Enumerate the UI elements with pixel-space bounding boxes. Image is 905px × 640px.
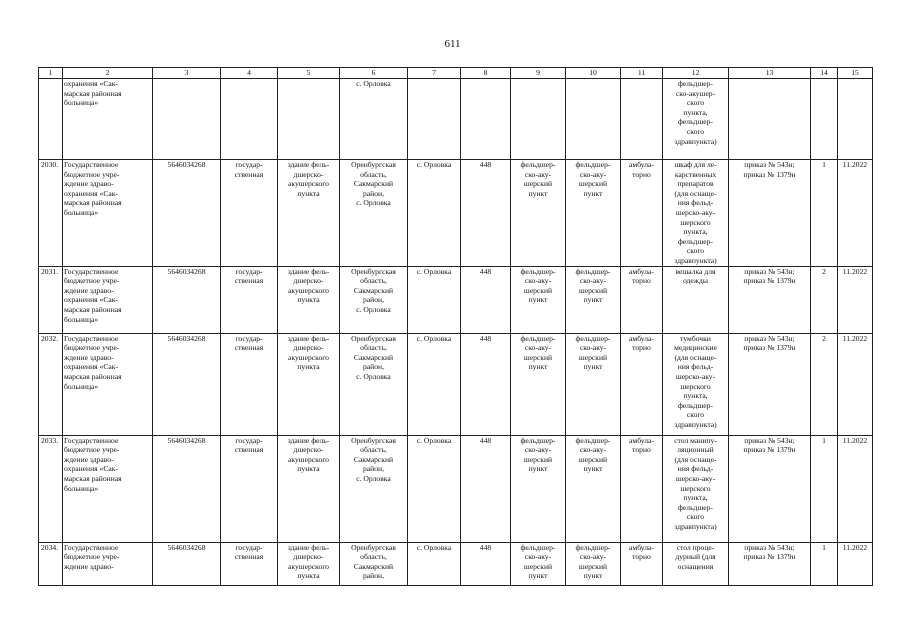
registry-body	[39, 79, 873, 586]
order-reference: приказ № 543н; приказ № 1379н	[729, 333, 811, 435]
settlement	[408, 79, 461, 160]
order-reference	[729, 79, 811, 160]
column-header: 10	[566, 68, 621, 79]
unit	[511, 79, 566, 160]
equipment-item: фельдшер- ско-акушер- ского пункта, фельдшер- ского здравпункта)	[663, 79, 729, 160]
date: 11.2022	[838, 333, 873, 435]
building	[278, 79, 340, 160]
column-header: 1	[39, 68, 63, 79]
address: Оренбургская область, Сакмарский район, с. Орловка	[340, 160, 408, 267]
inn: 5646034268	[153, 435, 221, 542]
column-header: 15	[838, 68, 873, 79]
row-number: 2030.	[39, 160, 63, 267]
table-row	[39, 333, 873, 435]
address: Оренбургская область, Сакмарский район, с. Орловка	[340, 266, 408, 333]
date: 11.2022	[838, 266, 873, 333]
care-condition: амбула- торно	[621, 435, 663, 542]
column-header: 11	[621, 68, 663, 79]
ownership-type: государ- ственная	[221, 266, 278, 333]
organization-name: охранения «Сак- марская районная больница»	[63, 79, 153, 160]
column-header: 8	[461, 68, 511, 79]
ownership-type: государ- ственная	[221, 333, 278, 435]
table-row	[39, 79, 873, 160]
column-header: 6	[340, 68, 408, 79]
quantity: 2	[811, 333, 838, 435]
unit: фельдшер- ско-аку- шерский пункт	[511, 435, 566, 542]
ownership-type: государ- ственная	[221, 542, 278, 585]
building: здание фель- дшерско- акушерского пункта	[278, 266, 340, 333]
organization-name: Государственное бюджетное учре- ждение здраво- охранения «Сак- марская районная больница»	[63, 160, 153, 267]
table-row	[39, 542, 873, 585]
order-reference: приказ № 543н; приказ № 1379н	[729, 160, 811, 267]
care-condition: амбула- торно	[621, 266, 663, 333]
subunit: фельдшер- ско-аку- шерский пункт	[566, 266, 621, 333]
settlement: с. Орловка	[408, 333, 461, 435]
code: 448	[461, 542, 511, 585]
column-header: 12	[663, 68, 729, 79]
row-number: 2033.	[39, 435, 63, 542]
column-header: 13	[729, 68, 811, 79]
settlement: с. Орловка	[408, 160, 461, 267]
row-number: 2031.	[39, 266, 63, 333]
row-number: 2032.	[39, 333, 63, 435]
code: 448	[461, 333, 511, 435]
column-header: 14	[811, 68, 838, 79]
quantity	[811, 79, 838, 160]
code	[461, 79, 511, 160]
date: 11.2022	[838, 542, 873, 585]
equipment-item: стол манипу- ляционный (для оснаще- ния фельд- шерско-аку- шерского пункта, фельдшер- ского здравпункта)	[663, 435, 729, 542]
row-number	[39, 79, 63, 160]
date: 11.2022	[838, 160, 873, 267]
unit: фельдшер- ско-аку- шерский пункт	[511, 160, 566, 267]
column-header: 2	[63, 68, 153, 79]
quantity: 1	[811, 542, 838, 585]
row-number: 2034.	[39, 542, 63, 585]
ownership-type: государ- ственная	[221, 435, 278, 542]
address: Оренбургская область, Сакмарский район,	[340, 542, 408, 585]
care-condition: амбула- торно	[621, 333, 663, 435]
building: здание фель- дшерско- акушерского пункта	[278, 542, 340, 585]
address: Оренбургская область, Сакмарский район, с. Орловка	[340, 435, 408, 542]
equipment-item: стол проце- дурный (для оснащения	[663, 542, 729, 585]
order-reference: приказ № 543н; приказ № 1379н	[729, 435, 811, 542]
subunit: фельдшер- ско-аку- шерский пункт	[566, 542, 621, 585]
inn: 5646034268	[153, 266, 221, 333]
column-header: 9	[511, 68, 566, 79]
table-row	[39, 435, 873, 542]
table-row	[39, 160, 873, 267]
ownership-type	[221, 79, 278, 160]
building: здание фель- дшерско- акушерского пункта	[278, 160, 340, 267]
inn: 5646034268	[153, 542, 221, 585]
page-number: 611	[444, 38, 461, 50]
organization-name: Государственное бюджетное учре- ждение здраво-	[63, 542, 153, 585]
equipment-item: шкаф для ле- карственных препаратов (для оснаще- ния фельд- шерско-аку- шерского пункта, фельдшер- ского здравпункта)	[663, 160, 729, 267]
column-header: 5	[278, 68, 340, 79]
unit: фельдшер- ско-аку- шерский пункт	[511, 542, 566, 585]
address: Оренбургская область, Сакмарский район, с. Орловка	[340, 333, 408, 435]
settlement: с. Орловка	[408, 266, 461, 333]
equipment-item: тумбочки медицинские (для оснаще- ния фельд- шерско-аку- шерского пункта, фельдшер- ского здравпункта)	[663, 333, 729, 435]
order-reference: приказ № 543н; приказ № 1379н	[729, 266, 811, 333]
subunit: фельдшер- ско-аку- шерский пункт	[566, 333, 621, 435]
building: здание фель- дшерско- акушерского пункта	[278, 333, 340, 435]
unit: фельдшер- ско-аку- шерский пункт	[511, 333, 566, 435]
date	[838, 79, 873, 160]
quantity: 1	[811, 435, 838, 542]
quantity: 2	[811, 266, 838, 333]
column-header: 3	[153, 68, 221, 79]
quantity: 1	[811, 160, 838, 267]
inn	[153, 79, 221, 160]
organization-name: Государственное бюджетное учре- ждение здраво- охранения «Сак- марская районная больница»	[63, 435, 153, 542]
settlement: с. Орловка	[408, 542, 461, 585]
subunit: фельдшер- ско-аку- шерский пункт	[566, 160, 621, 267]
address: с. Орловка	[340, 79, 408, 160]
code: 448	[461, 435, 511, 542]
ownership-type: государ- ственная	[221, 160, 278, 267]
date: 11.2022	[838, 435, 873, 542]
table-row	[39, 266, 873, 333]
building: здание фель- дшерско- акушерского пункта	[278, 435, 340, 542]
order-reference: приказ № 543н; приказ № 1379н	[729, 542, 811, 585]
column-number-header	[39, 68, 873, 79]
care-condition	[621, 79, 663, 160]
settlement: с. Орловка	[408, 435, 461, 542]
code: 448	[461, 266, 511, 333]
column-header: 7	[408, 68, 461, 79]
code: 448	[461, 160, 511, 267]
care-condition: амбула- торно	[621, 542, 663, 585]
inn: 5646034268	[153, 160, 221, 267]
unit: фельдшер- ско-аку- шерский пункт	[511, 266, 566, 333]
inn: 5646034268	[153, 333, 221, 435]
organization-name: Государственное бюджетное учре- ждение здраво- охранения «Сак- марская районная больница»	[63, 266, 153, 333]
equipment-item: вешалка для одежды	[663, 266, 729, 333]
organization-name: Государственное бюджетное учре- ждение здраво- охранения «Сак- марская районная больница»	[63, 333, 153, 435]
registry-table	[38, 67, 873, 586]
care-condition: амбула- торно	[621, 160, 663, 267]
column-number-row	[39, 68, 873, 79]
subunit: фельдшер- ско-аку- шерский пункт	[566, 435, 621, 542]
column-header: 4	[221, 68, 278, 79]
subunit	[566, 79, 621, 160]
